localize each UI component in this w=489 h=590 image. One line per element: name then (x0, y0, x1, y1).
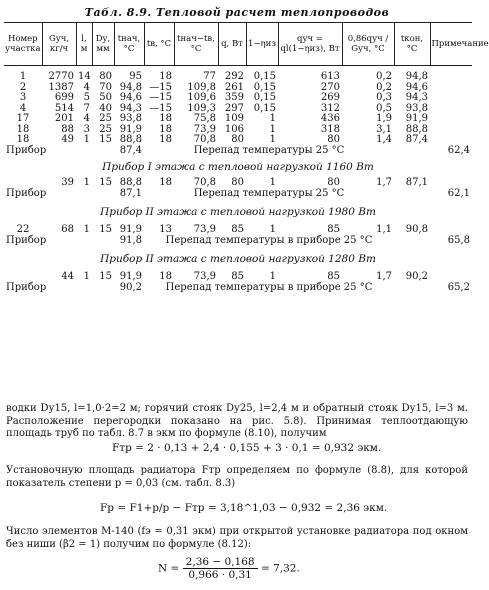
paragraph-pipes: водки Dу15, l=1,0·2=2 м; горячий стояк Dу25, l=2,4 м и обратный стояк Dу15, l=3 м. Расположение перегородки показано на рис. 5.8). Принимая теплоотдающую площадь труб по табл. 8.7 в экм по формуле (8.10), получим (6, 403, 468, 439)
table-cell: —15 (149, 92, 172, 103)
table-cell: 44 (61, 271, 74, 282)
table-cell: 93,8 (405, 102, 428, 114)
header-cell: Номер участка (4, 23, 42, 66)
formula-radiator-area: Fр = F1+p/p − Fтр = 3,18^1,03 − 0,932 = 2,36 экм. (100, 502, 388, 514)
section-row (4, 156, 472, 178)
device-note: Перепад температуры 25 °C (193, 187, 345, 199)
table-cell: 85 (231, 224, 244, 235)
table-cell: 699 (54, 92, 74, 103)
device-row (4, 236, 472, 247)
table-cell: 318 (320, 123, 340, 135)
table-cell (430, 135, 472, 146)
table-cell: 613 (320, 71, 340, 82)
table-cell: 85 (327, 271, 340, 282)
table-cell: 94,6 (405, 81, 428, 93)
table-cell: 80 (327, 177, 340, 188)
table-cell: 106 (224, 123, 244, 135)
table-cell: 90,8 (405, 224, 428, 235)
header-cell: tв, °C (144, 23, 174, 66)
formula-lhs: N = (158, 562, 180, 575)
table-cell: 1 (269, 113, 276, 124)
table-cell: 3 (19, 92, 27, 103)
table-cell: 95 (129, 71, 142, 82)
table-cell: 17 (16, 113, 30, 124)
table-cell: 85 (231, 271, 244, 282)
section-title: Прибор II этажа с тепловой нагрузкой 1980 Вт (100, 206, 376, 218)
table-cell: 312 (320, 102, 340, 114)
device-end-temp: 62,1 (447, 187, 470, 199)
table-cell: 15 (99, 271, 112, 282)
table-cell: 18 (159, 71, 172, 82)
device-label: Прибор (6, 187, 47, 199)
table-cell (4, 178, 42, 189)
table-cell: 91,9 (405, 113, 428, 124)
device-temp: 87,4 (119, 144, 142, 156)
device-note: Перепад температуры в приборе 25 °C (165, 234, 373, 246)
device-temp: 91,8 (119, 234, 142, 246)
table-cell: 0,15 (253, 92, 276, 103)
table-cell: 39 (61, 177, 74, 188)
table-cell: 109,8 (187, 81, 216, 93)
table-row (4, 178, 472, 189)
table-cell: 292 (224, 71, 244, 82)
table-cell: 94,6 (119, 92, 142, 103)
paragraph-elements: Число элементов М-140 (fэ = 0,31 экм) при открытой установке радиатора под окном без ниши (β2 = 1) получим по формуле (8.12): (6, 526, 468, 550)
table-cell (430, 83, 472, 94)
table-cell: 359 (224, 92, 244, 103)
device-row (4, 189, 472, 200)
header-cell: 1−ηиз (246, 23, 278, 66)
table-cell: 18 (16, 123, 30, 135)
table-cell: 4 (83, 81, 90, 93)
table-row (4, 72, 472, 83)
table-cell: 88,8 (405, 123, 428, 135)
table-cell (430, 225, 472, 236)
table-cell: 2 (19, 81, 27, 93)
device-end-temp: 62,4 (447, 144, 470, 156)
header-cell: qуч = ql(1−ηиз), Вт (278, 23, 342, 66)
table-cell: 1,9 (376, 113, 392, 124)
table-cell: 88,8 (119, 177, 142, 188)
table-cell: 7 (83, 102, 90, 114)
header-cell: Примечание (430, 23, 472, 66)
table-cell: 109,6 (187, 92, 216, 103)
table-cell: 87,1 (405, 177, 428, 188)
table-cell: 40 (99, 102, 112, 114)
heat-calculation-table (4, 22, 489, 293)
table-cell: 22 (16, 224, 30, 235)
table-cell: 1,7 (376, 177, 392, 188)
table-cell: —15 (149, 81, 172, 93)
table-cell: 0,3 (376, 92, 392, 103)
device-end-temp: 65,2 (447, 281, 470, 293)
table-cell: 85 (327, 224, 340, 235)
table-row (4, 93, 472, 104)
device-row (4, 283, 472, 294)
table-row (4, 135, 472, 146)
header-cell: tнач, °C (114, 23, 144, 66)
table-cell: 75,8 (193, 113, 216, 124)
table-cell: 94,3 (405, 92, 428, 103)
table-cell: 49 (61, 134, 74, 145)
table-cell: 80 (327, 134, 340, 145)
table-cell: 0,15 (253, 81, 276, 93)
table-cell: 5 (83, 92, 90, 103)
table-cell: 261 (224, 81, 244, 93)
table-row (4, 225, 472, 236)
table-cell: 68 (61, 224, 74, 235)
table-cell (430, 72, 472, 83)
device-note: Перепад температуры в приборе 25 °C (165, 281, 373, 293)
table-cell (430, 104, 472, 115)
table-cell: 70 (99, 81, 112, 93)
table-cell: 91,9 (119, 224, 142, 235)
table-cell: —15 (149, 102, 172, 114)
table-cell: 1,1 (376, 224, 392, 235)
table-cell (430, 93, 472, 104)
table-cell: 94,8 (405, 71, 428, 82)
table-cell: 18 (159, 113, 172, 124)
table-cell: 1 (83, 177, 90, 188)
table-cell: 91,9 (119, 123, 142, 135)
table-cell: 1 (269, 134, 276, 145)
formula-rhs: = 7,32. (260, 562, 300, 575)
table-cell: 270 (320, 81, 340, 93)
table-cell: 15 (99, 134, 112, 145)
table-cell: 1 (83, 271, 90, 282)
table-cell: 4 (83, 113, 90, 124)
table-cell: 70,8 (193, 134, 216, 145)
table-cell: 436 (320, 113, 340, 124)
table-cell: 1 (269, 271, 276, 282)
table-cell: 25 (99, 123, 112, 135)
table-cell: 70,8 (193, 177, 216, 188)
device-label: Прибор (6, 281, 47, 293)
table-cell: 297 (224, 102, 244, 114)
table-cell: 80 (231, 177, 244, 188)
table-cell: 73,9 (193, 271, 216, 282)
table-cell: 3 (83, 123, 90, 135)
table-cell: 73,9 (193, 123, 216, 135)
device-label: Прибор (6, 234, 47, 246)
table-cell: 15 (99, 224, 112, 235)
table-cell: 88 (61, 123, 74, 135)
table-cell: 269 (320, 92, 340, 103)
table-cell: 201 (54, 113, 74, 124)
formula-pipe-area: Fтр = 2 · 0,13 + 2,4 · 0,155 + 3 · 0,1 = 0,932 экм. (112, 442, 382, 454)
table-cell: 50 (99, 92, 112, 103)
table-cell (4, 272, 42, 283)
table-cell: 25 (99, 113, 112, 124)
table-cell: 18 (159, 134, 172, 145)
table-cell: 1387 (48, 81, 74, 93)
table-cell: 1 (83, 224, 90, 235)
table-header-row (4, 23, 472, 66)
table-cell: 94,3 (119, 102, 142, 114)
formula-fraction (183, 556, 258, 581)
table-cell: 2770 (48, 71, 74, 82)
device-label: Прибор (6, 144, 47, 156)
header-cell: tнач−tв, °C (174, 23, 218, 66)
header-cell: Gуч, кг/ч (42, 23, 76, 66)
formula-numerator: 2,36 − 0,168 (183, 556, 258, 569)
table-cell: 514 (54, 102, 74, 114)
section-title: Прибор I этажа с тепловой нагрузкой 1160 Вт (102, 161, 374, 173)
table-cell (430, 125, 472, 136)
header-cell: Dу, мм (92, 23, 114, 66)
device-temp: 87,1 (119, 187, 142, 199)
header-cell: tкон, °C (394, 23, 430, 66)
table-cell: 88,8 (119, 134, 142, 145)
table-cell: 1,4 (376, 134, 392, 145)
table-cell: 0,2 (376, 71, 392, 82)
table-cell: 87,4 (405, 134, 428, 145)
table-cell: 91,9 (119, 271, 142, 282)
table-cell: 18 (16, 134, 30, 145)
table-cell: 4 (19, 102, 27, 114)
table-cell: 1 (269, 177, 276, 188)
device-note: Перепад температуры 25 °C (193, 144, 345, 156)
table-cell: 0,2 (376, 81, 392, 93)
table-cell: 1 (19, 71, 27, 82)
table-cell: 18 (159, 123, 172, 135)
table-cell: 80 (231, 134, 244, 145)
table-cell: 73,9 (193, 224, 216, 235)
device-temp: 90,2 (119, 281, 142, 293)
section-row (4, 246, 472, 272)
table-cell (430, 178, 472, 189)
section-row (4, 199, 472, 225)
table-cell: 94,8 (119, 81, 142, 93)
table-cell: 14 (78, 71, 91, 82)
table-cell (430, 114, 472, 125)
table-cell: 80 (99, 71, 112, 82)
table-cell: 1 (83, 134, 90, 145)
table-caption: Табл. 8.9. Тепловой расчет теплопроводов (84, 6, 390, 19)
table-cell: 18 (159, 177, 172, 188)
table-cell: 1 (269, 123, 276, 135)
table-cell: 0,15 (253, 102, 276, 114)
table-cell: 0,15 (253, 71, 276, 82)
table-cell: 109,3 (187, 102, 216, 114)
table-cell: 18 (159, 271, 172, 282)
table-cell: 1,7 (376, 271, 392, 282)
paragraph-radiator-area: Установочную площадь радиатора Fтр определяем по формуле (8.8), для которой показатель степени p = 0,03 (см. табл. 8.3) (6, 465, 468, 489)
header-cell: q, Вт (218, 23, 246, 66)
table-cell: 15 (99, 177, 112, 188)
device-row (4, 146, 472, 157)
table-row (4, 114, 472, 125)
table-cell: 13 (159, 224, 172, 235)
device-end-temp: 65,8 (447, 234, 470, 246)
formula-element-count (158, 556, 300, 581)
table-cell: 0,5 (376, 102, 392, 114)
header-cell: 0,86qуч / Gуч, °C (342, 23, 394, 66)
formula-denominator: 0,966 · 0,31 (188, 569, 252, 581)
table-cell: 3,1 (376, 123, 392, 135)
table-cell: 93,8 (119, 113, 142, 124)
table-cell: 90,2 (405, 271, 428, 282)
table-cell (430, 272, 472, 283)
table-cell: 1 (269, 224, 276, 235)
table-cell: 77 (203, 71, 216, 82)
section-title: Прибор II этажа с тепловой нагрузкой 1280 Вт (100, 253, 376, 265)
table-cell: 109 (224, 113, 244, 124)
header-cell: l, м (76, 23, 92, 66)
table-row (4, 272, 472, 283)
